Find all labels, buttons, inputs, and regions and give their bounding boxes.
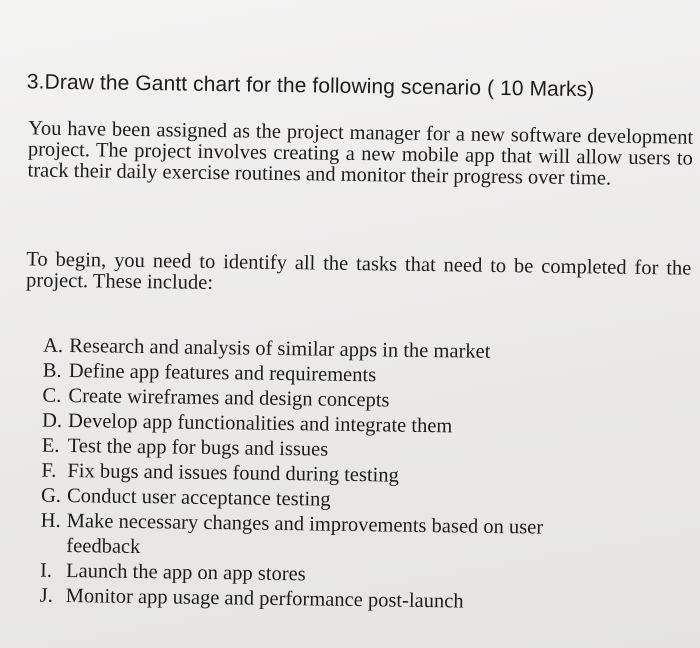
task-letter: A. [43, 334, 64, 357]
task-letter: E. [41, 434, 60, 457]
question-title: 3.Draw the Gantt chart for the following scenario ( 10 Marks) [26, 70, 595, 102]
task-letter: B. [42, 359, 62, 382]
task-letter: D. [41, 409, 63, 432]
task-text: Conduct user acceptance testing [66, 484, 331, 511]
task-text: Develop app functionalities and integrate them [67, 409, 453, 438]
task-text: Launch the app on app stores [65, 559, 306, 586]
task-text: Research and analysis of similar apps in the market [69, 335, 491, 363]
task-text: Monitor app usage and performance post-launch [65, 584, 464, 613]
task-text: Make necessary changes and improvements based on user [66, 509, 544, 539]
task-letter: C. [42, 384, 62, 407]
task-text: Fix bugs and issues found during testing [67, 459, 399, 487]
task-letter: J. [39, 584, 53, 607]
task-letter: H. [40, 509, 61, 532]
task-list [40, 334, 624, 617]
tasks-intro-paragraph: To begin, you need to identify all the tasks that need to be completed for the project. These include: [25, 248, 692, 295]
task-letter: G. [40, 484, 62, 507]
task-text: Create wireframes and design concepts [68, 384, 390, 412]
scenario-paragraph: You have been assigned as the project manager for a new software development project. The project involves creating a new mobile app that will allow users to track their daily exercise routines and monitor their progress over time. [27, 117, 694, 190]
task-text-continuation: feedback [66, 534, 141, 559]
task-text: Test the app for bugs and issues [67, 434, 329, 461]
task-letter: I. [39, 559, 53, 582]
task-letter: F. [41, 459, 57, 482]
task-text: Define app features and requirements [68, 359, 377, 387]
